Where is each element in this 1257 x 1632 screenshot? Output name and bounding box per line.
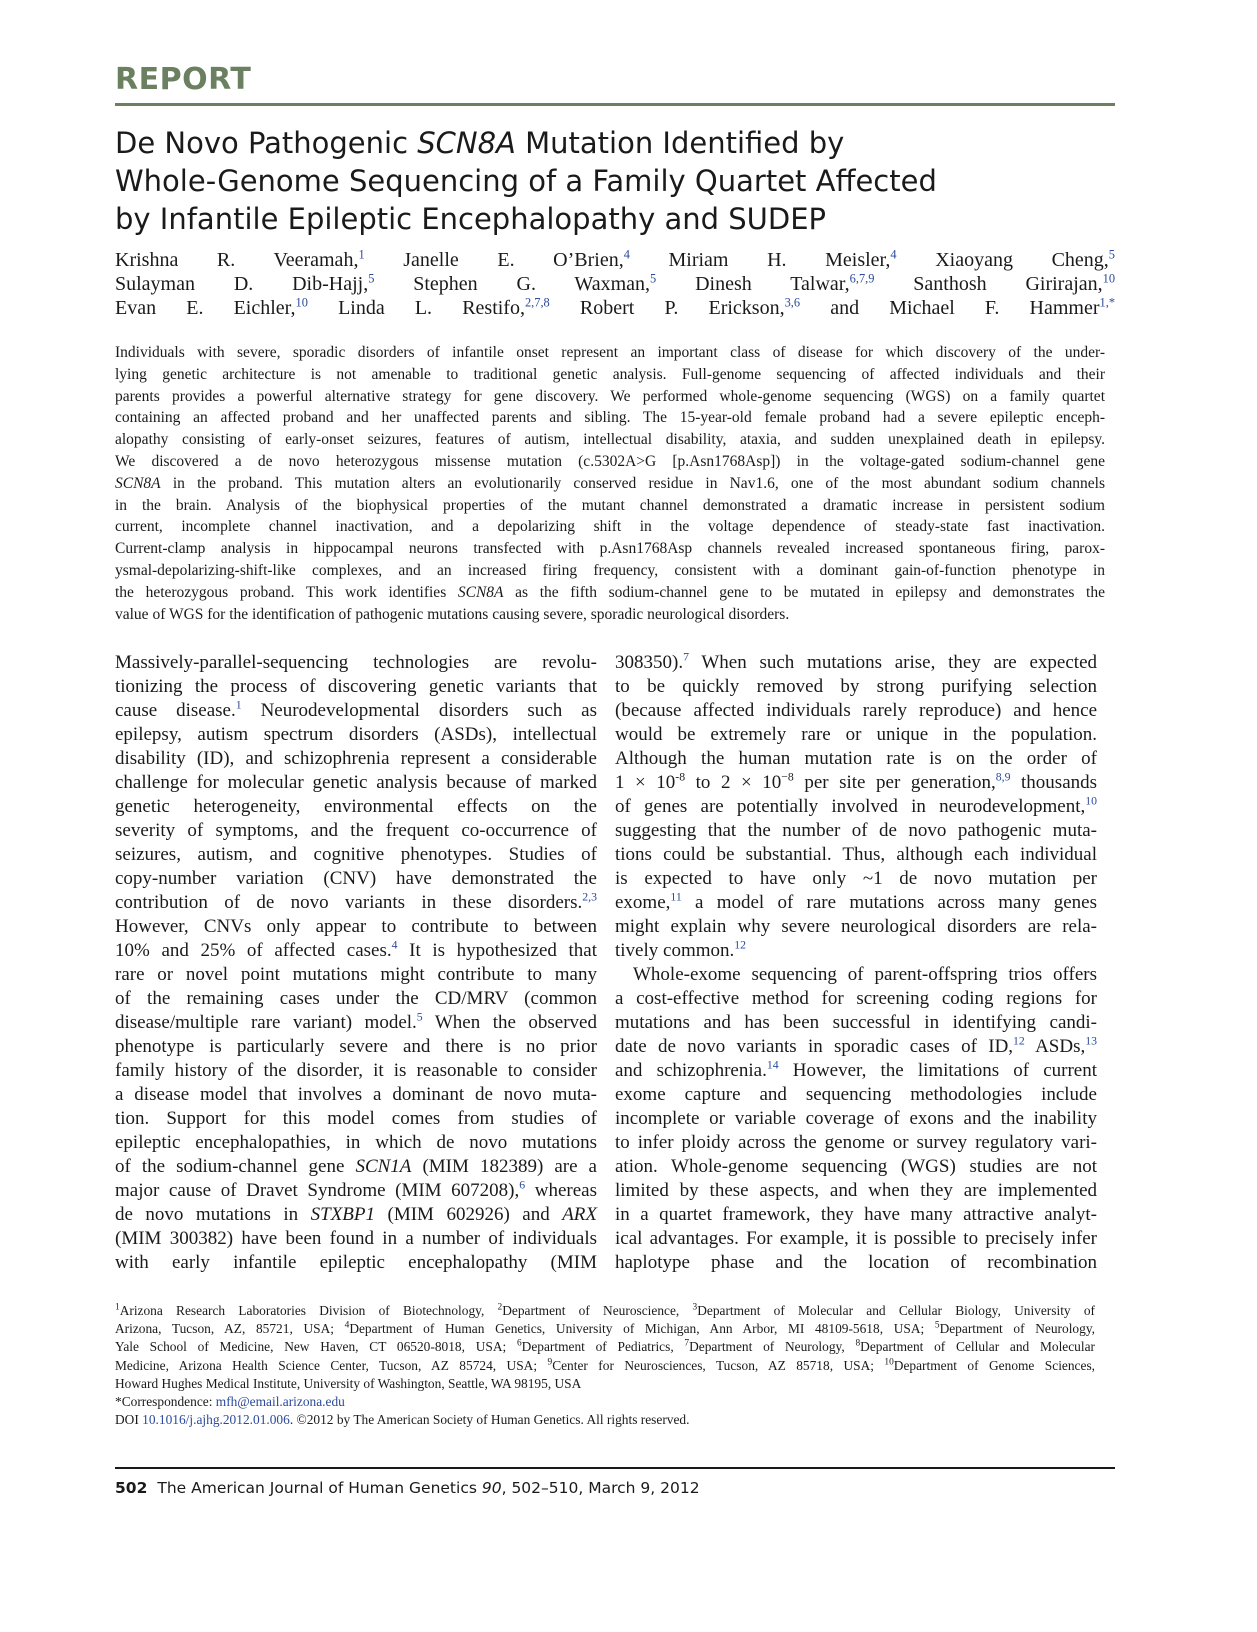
author-affiliation-marker: 3,6 — [784, 295, 801, 310]
affiliation-line: Medicine, Arizona Health Science Center, Tucson, AZ 85724, USA; $^9$Center for Neurosciences, Tucson, AZ 85718, USA; $^{10}$Department of Genome Sciences, — [115, 1357, 1096, 1373]
author: Miriam H. Meisler,$^4$ — [668, 247, 897, 271]
body-text-line: might explain why severe neurological disorders are rela- — [615, 916, 1097, 937]
author-affiliation-marker: 4 — [890, 247, 897, 262]
body-text-line: copy-number variation (CNV) have demonstrated the — [115, 868, 597, 889]
doi-label: DOI — [115, 1412, 143, 1428]
body-text-line: (MIM 300382) have been found in a number of individuals — [115, 1228, 597, 1249]
author-affiliation-marker: 6,7,9 — [849, 271, 875, 286]
author: and Michael F. Hammer$^{1,*}$ — [830, 295, 1116, 319]
abstract-line: Individuals with severe, sporadic disorders of infantile onset represent an important class of disease for which discovery of the under- — [115, 344, 1105, 361]
author-affiliation-marker: 5 — [368, 271, 375, 286]
body-text-line: $1 \times 10^{-8}$ to $2 \times 10^{-8}$ per site per generation,$^{8,9}$ thousands — [615, 770, 1098, 793]
body-text-line: challenge for molecular genetic analysis because of marked — [115, 772, 597, 793]
author: Krishna R. Veeramah,$^1$ — [115, 247, 365, 271]
title-line: Whole-Genome Sequencing of a Family Quartet Affected — [115, 164, 937, 198]
author: Stephen G. Waxman,$^5$ — [413, 271, 657, 295]
section-label: REPORT — [115, 62, 252, 97]
author: Evan E. Eichler,$^{10}$ — [115, 295, 308, 319]
correspondence-label: *Correspondence: — [115, 1394, 216, 1410]
body-text-line: to be quickly removed by strong purifying selection — [615, 676, 1097, 697]
abstract-line: in the brain. Analysis of the biophysical properties of the mutant channel demonstrated a dramatic increase in persistent sodium — [115, 496, 1105, 514]
body-text-line: 10% and 25% of affected cases.$^4$ It is hypothesized that — [115, 938, 597, 961]
author-affiliation-marker: 5 — [650, 271, 657, 286]
body-text-line: disease/multiple rare variant) model.$^5$ When the observed — [115, 1010, 597, 1033]
body-text-line: exome capture and sequencing methodologies include — [615, 1084, 1097, 1105]
body-text-line: epileptic encephalopathies, in which de novo mutations — [115, 1132, 597, 1153]
author-line — [115, 272, 1115, 296]
correspondence — [115, 1393, 1095, 1411]
author: Sulayman D. Dib-Hajj,$^5$ — [115, 271, 375, 295]
body-text-line: severity of symptoms, and the frequent co-occurrence of — [115, 820, 597, 841]
body-text-line: limited by these aspects, and when they are implemented — [615, 1180, 1097, 1201]
correspondence-email-link[interactable]: mfh@email.arizona.edu — [215, 1394, 345, 1410]
author-affiliation-marker: 5 — [1108, 247, 1115, 262]
abstract-line: SCN8A in the proband. This mutation alters an evolutionarily conserved residue in Nav1.6, one of the most abundant sodium channels — [115, 474, 1105, 492]
body-text-line: de novo mutations in STXBP1 (MIM 602926) and ARX — [115, 1204, 598, 1225]
author-affiliation-marker: 4 — [623, 247, 630, 262]
abstract-line: parents provides a powerful alternative strategy for gene discovery. We performed whole-genome sequencing (WGS) on a family quartet — [115, 387, 1105, 405]
body-text-line: contribution of de novo variants in these disorders.$^{2,3}$ — [115, 890, 597, 913]
abstract-line: ysmal-depolarizing-shift-like complexes, and an increased firing frequency, consistent with a dominant gain-of-function phenotype in — [115, 561, 1105, 579]
author: Santhosh Girirajan,$^{10}$ — [913, 271, 1116, 295]
article-title — [115, 124, 1115, 238]
author: Dinesh Talwar,$^{6,7,9}$ — [695, 271, 875, 295]
doi-line — [115, 1411, 1095, 1429]
body-text-line: Whole-exome sequencing of parent-offspring trios offers — [633, 964, 1097, 985]
abstract-line: the heterozygous proband. This work identifies SCN8A as the fifth sodium-channel gene to be mutated in epilepsy and demonstrates the — [115, 583, 1105, 601]
affiliation-line: $^1$Arizona Research Laboratories Division of Biotechnology, $^2$Department of Neuroscience, $^3$Department of Molecular and Cellular Biology, University of — [115, 1302, 1095, 1318]
author-affiliation-marker: 10 — [1102, 271, 1116, 286]
body-text-line: date de novo variants in sporadic cases of ID,$^{12}$ ASDs,$^{13}$ — [615, 1034, 1097, 1057]
author-affiliation-marker: 2,7,8 — [524, 295, 550, 310]
abstract-line: alopathy consisting of early-onset seizures, features of autism, intellectual disability, ataxia, and sudden unexplained death in epilepsy. — [115, 431, 1105, 449]
author: Robert P. Erickson,$^{3,6}$ — [579, 295, 801, 319]
body-text-line: Massively-parallel-sequencing technologies are revolu- — [115, 652, 597, 673]
body-text-line: tion. Support for this model comes from studies of — [115, 1108, 597, 1129]
abstract-line: Current-clamp analysis in hippocampal neurons transfected with p.Asn1768Asp channels revealed increased spontaneous firing, parox- — [115, 540, 1105, 558]
body-text-line: mutations and has been successful in identifying candi- — [615, 1012, 1097, 1033]
author: Janelle E. O’Brien,$^4$ — [403, 247, 630, 271]
body-text-line: cause disease.$^1$ Neurodevelopmental disorders such as — [115, 698, 598, 721]
body-text-line: epilepsy, autism spectrum disorders (ASDs), intellectual — [115, 724, 597, 745]
body-text-line: exome,$^{11}$ a model of rare mutations across many genes — [615, 890, 1097, 913]
title-line: by Infantile Epileptic Encephalopathy and SUDEP — [115, 202, 827, 236]
author: Xiaoyang Cheng,$^5$ — [935, 247, 1115, 271]
affiliation-line: Yale School of Medicine, New Haven, CT 06520-8018, USA; $^6$Department of Pediatrics, $^7$Department of Neurology, $^8$Department of Cellular and Molecular — [115, 1338, 1096, 1355]
body-text-line: a cost-effective method for screening coding regions for — [615, 988, 1097, 1009]
body-text-line: ical advantages. For example, it is possible to precisely infer — [615, 1228, 1097, 1249]
body-text-line: phenotype is particularly severe and there is no prior — [115, 1036, 597, 1057]
body-text-line: to infer ploidy across the genome or survey regulatory vari- — [615, 1132, 1097, 1153]
title-line: De Novo Pathogenic SCN8A Mutation Identified by — [115, 126, 845, 160]
author: Linda L. Restifo,$^{2,7,8}$ — [338, 295, 550, 319]
body-text-line: ation. Whole-genome sequencing (WGS) studies are not — [615, 1156, 1097, 1177]
page-number: 502 — [115, 1479, 148, 1497]
author-line — [115, 296, 1115, 320]
author-line — [115, 248, 1115, 272]
body-text-line: tively common.$^{12}$ — [615, 938, 747, 961]
body-text-line: incomplete or variable coverage of exons and the inability — [615, 1108, 1097, 1129]
journal-name: The American Journal of Human Genetics — [157, 1479, 477, 1497]
author-affiliation-marker: 1,* — [1099, 295, 1116, 310]
body-text-line: However, CNVs only appear to contribute to between — [115, 916, 597, 937]
body-column-right — [615, 651, 1097, 1275]
body-text-line: is expected to have only ~1 de novo mutation per — [615, 868, 1097, 889]
author-list — [115, 248, 1115, 320]
author-affiliation-marker: 1 — [358, 247, 365, 262]
body-text-line: of the remaining cases under the CD/MRV (common — [115, 988, 597, 1009]
footer-rule — [115, 1467, 1115, 1469]
doi-link[interactable]: 10.1016/j.ajhg.2012.01.006 — [142, 1412, 290, 1428]
body-text-line: (because affected individuals rarely reproduce) and hence — [615, 700, 1097, 721]
body-text-line: suggesting that the number of de novo pathogenic muta- — [615, 820, 1097, 841]
affiliation-line: Howard Hughes Medical Institute, University of Washington, Seattle, WA 98195, USA — [115, 1375, 582, 1391]
body-text-line: haplotype phase and the location of recombination — [615, 1252, 1097, 1273]
body-text-line: of the sodium-channel gene SCN1A (MIM 182389) are a — [115, 1156, 597, 1177]
body-text-line: 308350).$^7$ When such mutations arise, they are expected — [615, 650, 1097, 673]
body-text-line: Although the human mutation rate is on the order of — [615, 748, 1097, 769]
page-footer — [115, 1479, 700, 1497]
body-text-line: of genes are potentially involved in neurodevelopment,$^{10}$ — [615, 794, 1097, 817]
body-column-left — [115, 651, 597, 1275]
abstract-line: containing an affected proband and her unaffected parents and sibling. The 15-year-old female proband had a severe epileptic enceph- — [115, 409, 1105, 427]
body-text-line: disability (ID), and schizophrenia represent a considerable — [115, 748, 597, 769]
author-affiliation-marker: 10 — [295, 295, 308, 310]
body-text-line: in a quartet framework, they have many attractive analyt- — [615, 1204, 1097, 1225]
copyright-text: . ©2012 by The American Society of Human Genetics. All rights reserved. — [289, 1412, 690, 1428]
body-text-line: genetic heterogeneity, environmental effects on the — [115, 796, 597, 817]
abstract — [115, 342, 1105, 625]
body-text-line: a disease model that involves a dominant de novo muta- — [115, 1084, 597, 1105]
abstract-line: lying genetic architecture is not amenable to traditional genetic analysis. Full-genome sequencing of affected individuals and their — [115, 365, 1105, 383]
abstract-line: current, incomplete channel inactivation, and a depolarizing shift in the voltage dependence of steady-state fast inactivation. — [115, 518, 1105, 536]
body-text-line: seizures, autism, and cognitive phenotypes. Studies of — [115, 844, 597, 865]
body-text-line: major cause of Dravet Syndrome (MIM 607208),$^6$ whereas — [115, 1178, 597, 1201]
abstract-line: value of WGS for the identification of pathogenic mutations causing severe, sporadic neurological disorders. — [115, 605, 790, 623]
header-rule — [115, 103, 1115, 106]
body-text-line: and schizophrenia.$^{14}$ However, the limitations of current — [615, 1058, 1097, 1081]
pages-date: , 502–510, March 9, 2012 — [501, 1479, 700, 1497]
body-text-line: would be extremely rare or unique in the population. — [615, 724, 1097, 745]
body-text-line: tions could be substantial. Thus, although each individual — [615, 844, 1097, 865]
affiliation-line: Arizona, Tucson, AZ, 85721, USA; $^4$Department of Human Genetics, University of Michigan, Ann Arbor, MI 48109-5618, USA; $^5$Department of Neurology, — [115, 1320, 1095, 1337]
body-text-line: rare or novel point mutations might contribute to many — [115, 964, 597, 985]
affiliations — [115, 1302, 1095, 1429]
body-text-line: with early infantile epileptic encephalopathy (MIM — [115, 1252, 597, 1273]
body-text-line: family history of the disorder, it is reasonable to consider — [115, 1060, 597, 1081]
body-text-line: tionizing the process of discovering genetic variants that — [115, 676, 597, 697]
journal-volume: 90 — [481, 1479, 502, 1497]
abstract-line: We discovered a de novo heterozygous missense mutation (c.5302A>G [p.Asn1768Asp]) in the voltage-gated sodium-channel gene — [115, 452, 1105, 470]
